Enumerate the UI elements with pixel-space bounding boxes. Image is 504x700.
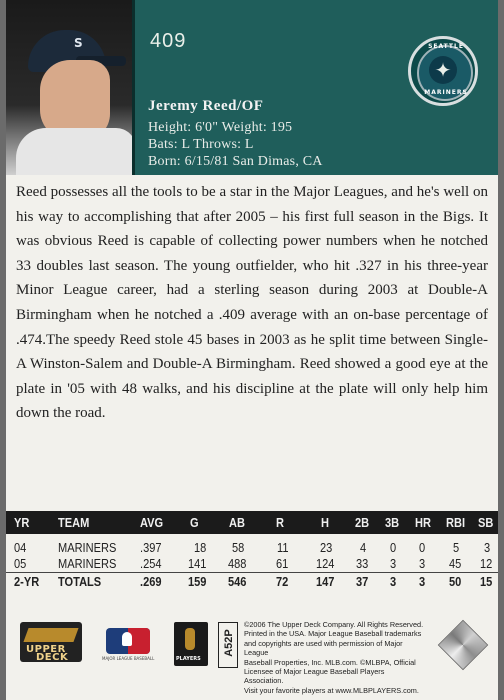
card-footer	[6, 618, 498, 700]
mlb-logo-icon	[106, 628, 150, 654]
cell-g: 141	[188, 556, 207, 571]
cell-team: MARINERS	[58, 556, 117, 571]
stats-row-totals	[6, 574, 498, 590]
cell-3b: 3	[390, 574, 397, 589]
cell-g: 18	[194, 540, 207, 555]
logo-text-bottom: MARINERS	[424, 89, 468, 96]
cell-rbi: 5	[453, 540, 460, 555]
cell-yr: 05	[14, 556, 27, 571]
header-h: H	[321, 515, 329, 530]
mariners-compass-logo-icon	[408, 36, 478, 106]
cell-r: 11	[277, 540, 289, 555]
stats-row-05	[6, 556, 498, 572]
right-border	[498, 0, 504, 700]
hologram-icon	[438, 620, 488, 670]
header-ab: AB	[229, 515, 245, 530]
cell-avg: .397	[140, 540, 162, 555]
cell-ab: 58	[232, 540, 245, 555]
compass-star-icon: ✦	[429, 56, 457, 84]
logo-slash	[23, 628, 78, 642]
cell-sb: 12	[480, 556, 493, 571]
legal-line: Visit your favorite players at www.MLBPLAYERS.com.	[244, 685, 419, 695]
player-name: Jeremy Reed/OF	[148, 98, 264, 114]
cell-3b: 3	[390, 556, 397, 571]
cell-ab: 546	[228, 574, 247, 589]
mlb-caption: MAJOR LEAGUE BASEBALL	[102, 656, 155, 661]
cell-g: 159	[188, 574, 207, 589]
cell-r: 61	[276, 556, 289, 571]
header-2b: 2B	[355, 515, 370, 530]
upper-deck-logo-icon	[20, 622, 82, 662]
bats-throws: Bats: L Throws: L	[148, 137, 254, 152]
header-rbi: RBI	[446, 515, 466, 530]
cell-avg: .269	[140, 574, 162, 589]
card-code-box	[218, 622, 238, 668]
cell-h: 23	[320, 540, 333, 555]
born: Born: 6/15/81 San Dimas, CA	[148, 154, 323, 169]
cell-hr: 3	[419, 556, 426, 571]
stats-table	[6, 511, 498, 590]
height-weight: Height: 6'0" Weight: 195	[148, 120, 293, 135]
cell-hr: 3	[419, 574, 426, 589]
header-g: G	[190, 515, 199, 530]
bio-paragraph: Reed possesses all the tools to be a star in the Major Leagues, and he's well on his way to accomplishing that after 2005 – his first full season in the Bigs. It was obvious Reed is capable of collecting power numbers when he notched 33 doubles last season. The young outfielder, who hit .327 in his three-year Minor League career, had a sterling season during 2003 at Double-A Birmingham when he notched a .409 average with an on-base percentage of .474.The speedy Reed stole 45 bases in 2003 as he split time between Single-A Winston-Salem and Double-A Birmingham. Reed showed a good eye at the plate in '05 with 48 walks, and his discipline at the plate will only help him down the road.	[16, 184, 488, 422]
header-yr: YR	[14, 515, 30, 530]
cell-2b: 33	[356, 556, 369, 571]
players-figure	[185, 628, 195, 650]
logo-text-top: SEATTLE	[428, 43, 464, 50]
header-team: TEAM	[58, 515, 90, 530]
cell-hr: 0	[419, 540, 426, 555]
legal-text	[244, 620, 424, 695]
stats-separator	[6, 572, 498, 573]
cell-avg: .254	[140, 556, 162, 571]
stats-header-row	[6, 511, 498, 534]
legal-line: and copyrights are used with permission of Major League	[244, 638, 403, 658]
header-divider	[132, 0, 135, 175]
player-photo	[6, 0, 132, 175]
cell-rbi: 50	[449, 574, 462, 589]
legal-line: Baseball Properties, Inc. MLB.com. ©MLBPA, Official	[244, 657, 416, 667]
cell-2b: 37	[356, 574, 369, 589]
cap-letter: S	[74, 36, 83, 50]
cell-sb: 15	[480, 574, 493, 589]
header-sb: SB	[478, 515, 494, 530]
cell-h: 147	[316, 574, 335, 589]
card-number: 409	[150, 30, 187, 52]
cell-team: TOTALS	[58, 574, 102, 589]
cell-sb: 3	[484, 540, 491, 555]
upper-deck-text-1: UPPER	[26, 644, 66, 655]
legal-line: ©2006 The Upper Deck Company. All Rights Reserved.	[244, 620, 424, 629]
players-label: PLAYERS	[176, 656, 201, 662]
cell-r: 72	[276, 574, 289, 589]
cell-yr: 2-YR	[14, 574, 40, 589]
header-3b: 3B	[385, 515, 400, 530]
header-hr: HR	[415, 515, 431, 530]
mlb-logo-batter	[122, 632, 132, 646]
cell-team: MARINERS	[58, 540, 117, 555]
cell-ab: 488	[228, 556, 247, 571]
card-code: A52P	[223, 629, 235, 657]
cell-3b: 0	[390, 540, 397, 555]
mlb-players-logo-icon	[174, 622, 208, 666]
cell-h: 124	[316, 556, 335, 571]
cell-2b: 4	[360, 540, 367, 555]
cell-yr: 04	[14, 540, 27, 555]
header-r: R	[276, 515, 284, 530]
legal-line: Licensee of Major League Baseball Players Association.	[244, 667, 385, 686]
header-avg: AVG	[140, 515, 164, 530]
card-header	[132, 0, 498, 175]
legal-line: Printed in the USA. Major League Baseball trademarks	[244, 629, 422, 639]
cell-rbi: 45	[449, 556, 462, 571]
jersey-shape	[16, 128, 132, 175]
stats-row-04	[6, 540, 498, 556]
upper-deck-text-2: DECK	[36, 652, 69, 663]
